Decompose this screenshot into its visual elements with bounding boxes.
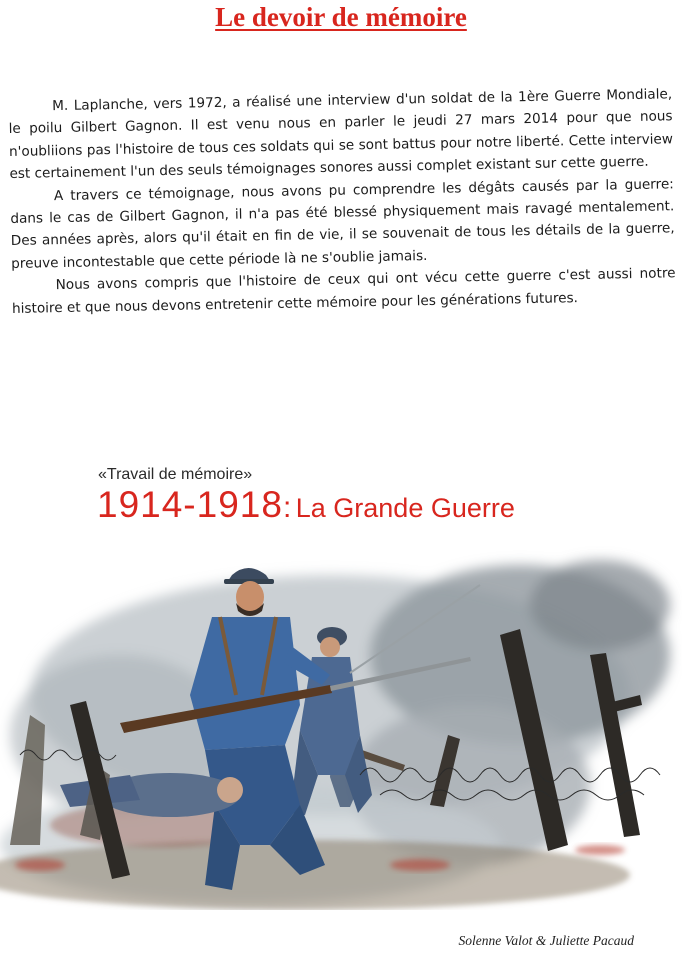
paragraph-3: Nous avons compris que l'histoire de ceux qui ont vécu cette guerre c'est aussi notre histoire et que nous devons entretenir cette mémoire pour les générations futures. [11, 265, 676, 317]
poster-subtitle: «Travail de mémoire» [98, 466, 253, 483]
authors-credit: Solenne Valot & Juliette Pacaud [458, 933, 634, 948]
poster-heading [97, 484, 515, 526]
poster-years: 1914-1918 [97, 484, 283, 525]
poster-title: La Grande Guerre [295, 493, 515, 523]
poster-colon: : [282, 491, 292, 524]
paragraph-1: M. Laplanche, vers 1972, a réalisé une interview d'un soldat de la 1ère Guerre Mondiale, le poilu Gilbert Gagnon. Il est venu nous en parler le jeudi 27 mars 2014 pour que nous n'oubliions pas l'histoire de tous ces soldats qui se sont battus pour notre liberté. Cette interview est certainement l'un des seuls témoignages sonores aussi complet existant sur cette guerre. [8, 86, 674, 183]
paragraph-2: A travers ce témoignage, nous avons pu comprendre les dégâts causés par la guerre: dans le cas de Gilbert Gagnon, il n'a pas été blessé physiquement mais ravagé mentalement. Des années après, alors qu'il était en fin de vie, il se souvenait de tous les détails de la guerre, preuve incontestable que cette période là ne s'oublie jamais. [10, 175, 675, 272]
page-title: Le devoir de mémoire [215, 2, 467, 32]
ww1-soldiers-illustration [0, 545, 682, 910]
article-body [8, 83, 676, 320]
